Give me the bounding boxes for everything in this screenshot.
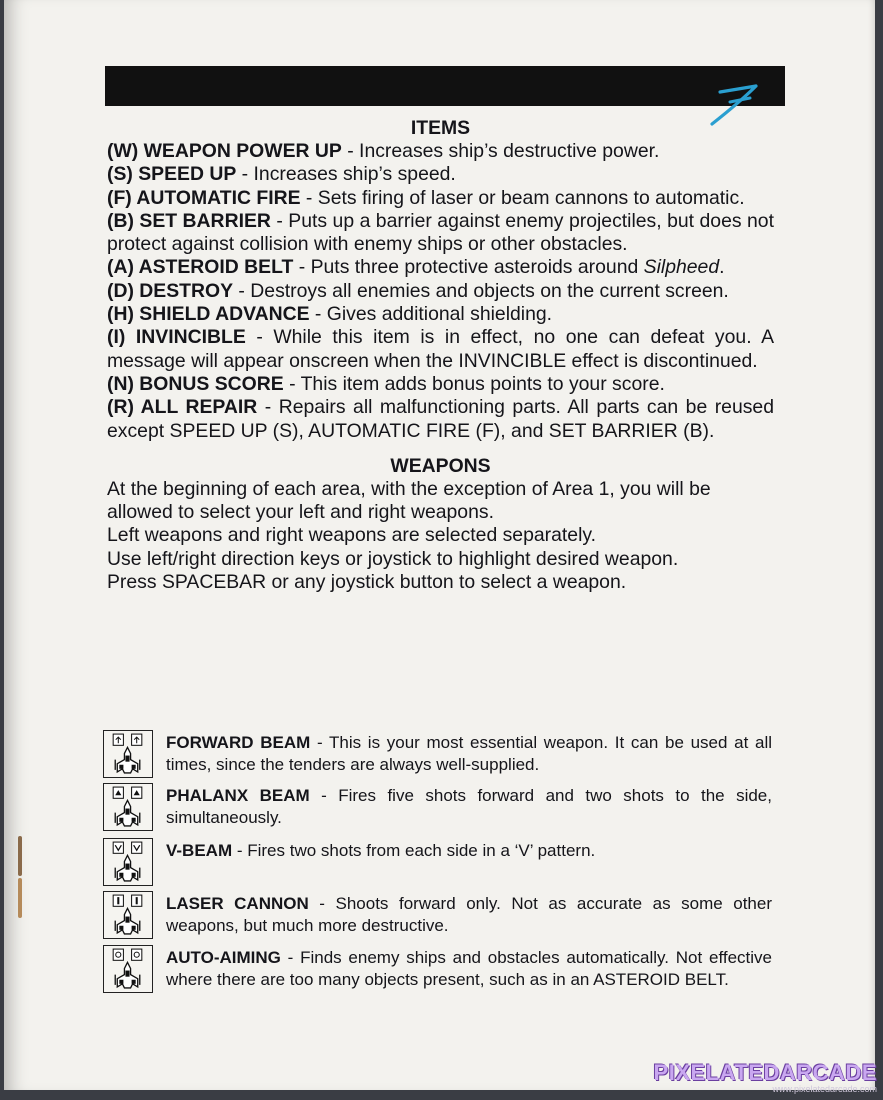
weapon-text [166, 947, 772, 990]
weapon-text [166, 785, 772, 828]
item-entry [107, 140, 774, 163]
weapon-name: V-BEAM [166, 841, 233, 860]
item-key: (A) ASTEROID BELT [107, 256, 294, 279]
weapon-desc: - Finds enemy ships and obstacles automatically. Not effective where there are too many objects present, such as in an ASTEROID BELT. [166, 948, 772, 989]
item-key: (W) WEAPON POWER UP [107, 140, 342, 162]
weapons-intro-line: At the beginning of each area, with the exception of Area 1, you will be allowed to select your left and right weapons. [107, 477, 711, 524]
weapon-entry [103, 838, 775, 890]
item-key: (S) SPEED UP [107, 163, 237, 186]
item-desc: - This item adds bonus points to your score. [283, 372, 665, 395]
weapon-name: AUTO-AIMING [166, 948, 281, 967]
item-key: (D) DESTROY [107, 279, 234, 302]
item-entry [107, 326, 774, 373]
weapon-text [166, 893, 772, 936]
main-text [107, 117, 774, 594]
item-entry [107, 303, 774, 326]
item-italic: Silpheed [643, 256, 720, 279]
weapon-desc: - This is your most essential weapon. It can be used at all times, since the tenders are always well-supplied. [166, 733, 772, 774]
weapon-name: LASER CANNON [166, 894, 309, 913]
items-heading: ITEMS [410, 117, 471, 139]
item-key: (H) SHIELD ADVANCE [107, 303, 310, 326]
item-entry [107, 256, 774, 279]
staple [18, 836, 22, 876]
weapons-intro-line: Press SPACEBAR or any joystick button to select a weapon. [107, 571, 627, 594]
weapon-text [166, 840, 772, 862]
item-key: (R) ALL REPAIR [107, 396, 258, 419]
item-entry [107, 210, 774, 257]
item-desc: - Increases ship’s destructive power. [341, 140, 660, 162]
weapon-entry [103, 730, 775, 782]
item-desc: - Repairs all malfunctioning parts. All parts can be reused except SPEED UP (S), AUTOMATIC FIRE (F), and SET BARRIER (B). [107, 396, 774, 442]
item-entry [107, 163, 774, 186]
staple [18, 878, 22, 918]
weapon-desc: - Shoots forward only. Not as accurate as some other weapons, but much more destructive. [166, 894, 772, 935]
weapon-desc: - Fires five shots forward and two shots to the side, simultaneously. [166, 786, 772, 827]
item-key: (I) INVINCIBLE [107, 326, 246, 349]
item-entry [107, 280, 774, 303]
item-desc: - Destroys all enemies and objects on the current screen. [233, 279, 729, 302]
item-key: (F) AUTOMATIC FIRE [107, 186, 301, 209]
laser-cannon-icon [103, 891, 153, 939]
forward-beam-icon [103, 730, 153, 778]
v-beam-icon [103, 838, 153, 886]
watermark [654, 1060, 877, 1094]
item-desc: - Sets firing of laser or beam cannons to automatic. [300, 186, 745, 209]
weapon-name: PHALANX BEAM [166, 786, 310, 805]
weapon-text [166, 732, 772, 775]
item-entry [107, 187, 774, 210]
weapon-entry [103, 783, 775, 835]
item-desc: - While this item is in effect, no one can defeat you. A message will appear onscreen when the INVINCIBLE effect is discontinued. [107, 326, 775, 372]
item-desc: - Puts three protective asteroids around [293, 256, 644, 279]
phalanx-beam-icon [103, 783, 153, 831]
weapons-heading: WEAPONS [390, 454, 491, 477]
weapons-intro-line: Use left/right direction keys or joystick to highlight desired weapon. [107, 547, 679, 570]
auto-aiming-icon [103, 945, 153, 993]
item-tail: . [719, 256, 725, 279]
item-entry [107, 396, 774, 443]
weapon-entry [103, 891, 775, 943]
item-desc: - Gives additional shielding. [309, 303, 553, 326]
weapons-intro-line: Left weapons and right weapons are selected separately. [107, 524, 597, 547]
item-entry [107, 373, 774, 396]
item-key: (N) BONUS SCORE [107, 372, 284, 395]
watermark-name: PIXELATEDARCADE [653, 1060, 877, 1085]
weapons-intro [107, 478, 774, 594]
item-desc: - Increases ship’s speed. [236, 163, 456, 186]
header-bar [105, 66, 785, 106]
item-key: (B) SET BARRIER [107, 209, 271, 232]
weapon-entry [103, 945, 775, 997]
weapon-desc: - Fires two shots from each side in a ‘V’ pattern. [232, 841, 596, 860]
watermark-url: www.pixelatedarcade.com [772, 1084, 877, 1094]
item-desc: - Puts up a barrier against enemy projectiles, but does not protect against collision with enemy ships or other obstacles. [107, 209, 774, 256]
items-list [107, 140, 774, 443]
weapon-name: FORWARD BEAM [166, 733, 311, 752]
